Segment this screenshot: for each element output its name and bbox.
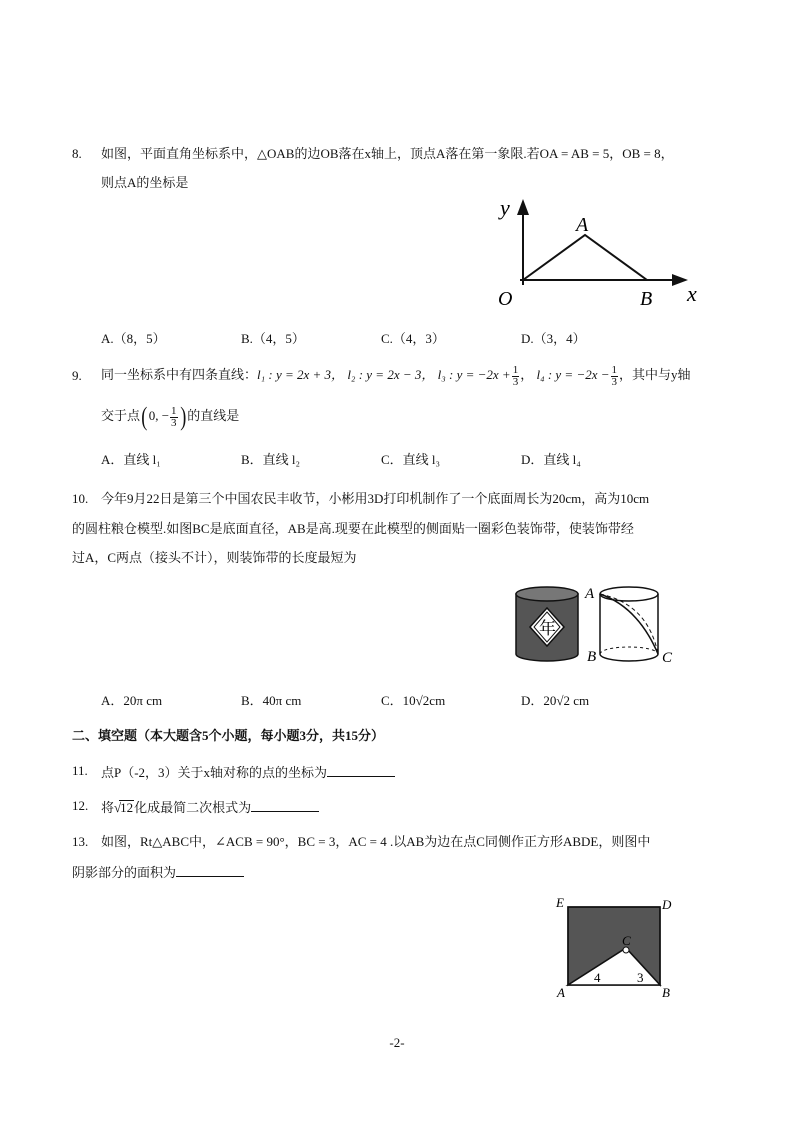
q8-text-line2: 则点A的坐标是 [101, 175, 189, 190]
q9-l3-fraction [512, 365, 520, 388]
q12-suffix: 化成最简二次根式为 [134, 800, 252, 815]
q9-l4-frac-num: 1 [611, 363, 618, 376]
q12-radicand: 12 [120, 800, 134, 815]
q8-number: 8. [72, 146, 82, 161]
q10-a-label: A [585, 586, 595, 602]
q13-answer-blank[interactable] [176, 862, 244, 877]
q13-square-figure [552, 893, 684, 1005]
q9-text-prefix: 同一坐标系中有四条直线： [101, 367, 258, 382]
q8-b-label: B [640, 288, 653, 310]
q12-prefix: 将 [101, 800, 115, 815]
q11-text-body: 点P（-2，3）关于x轴对称的点的坐标为 [101, 765, 328, 780]
q9-point-frac-num: 1 [171, 404, 177, 417]
q9-l4-frac-den: 3 [611, 375, 618, 388]
q8-triangle [523, 235, 647, 280]
q8-a-label: A [576, 214, 589, 236]
q11-number: 11. [72, 763, 88, 778]
q9-option-b: B．直线 l₂ [241, 452, 301, 467]
q12-number: 12. [72, 798, 89, 813]
q13-ac-length: 4 [594, 970, 601, 985]
q10-option-a: A．20π cm [101, 693, 163, 708]
q10-text-line1: 今年9月22日是第三个中国农民丰收节，小彬用3D打印机制作了一个底面周长为20cm，高为10cm [101, 491, 650, 506]
q10-cylinder-figure [508, 582, 688, 672]
q13-number: 13. [72, 834, 89, 849]
q12-answer-blank[interactable] [251, 797, 319, 812]
q9-l3-frac-num: 1 [512, 363, 519, 376]
q8-x-arrow [672, 274, 688, 286]
q9-line-l3: l₃ : y = −2x + [437, 367, 511, 382]
q9-l3-frac-den: 3 [512, 375, 519, 388]
q9-line-l1: l₁ : y = 2x + 3， [257, 367, 345, 382]
q9-text-line2 [101, 399, 239, 433]
q10-option-d: D．20√2 cm [521, 693, 590, 708]
q10-text-line3: 过A，C两点（接头不计），则装饰带的长度最短为 [72, 550, 357, 565]
q8-option-c: C.（4，3） [381, 331, 445, 346]
q13-a-label: A [557, 985, 565, 1000]
q8-y-arrow [517, 199, 529, 215]
q8-x-label: x [687, 281, 697, 306]
q9-text-suffix: ，其中与y轴 [619, 367, 691, 382]
q13-d-label: D [662, 897, 672, 912]
q13-text2-body: 阴影部分的面积为 [72, 865, 177, 880]
q13-text-line1: 如图，Rt△ABC中，∠ACB = 90°，BC = 3，AC = 4 .以AB为边在点C同侧作正方形ABDE，则图中 [101, 834, 651, 849]
q13-c-label: C [622, 933, 631, 948]
q13-text-line2 [72, 862, 244, 882]
q13-e-label: E [556, 895, 564, 910]
section2-title: 二、填空题（本大题含5个小题，每小题3分，共15分） [72, 728, 385, 743]
q11-answer-blank[interactable] [327, 762, 395, 777]
q10-c-label: C [662, 650, 673, 666]
q8-y-label: y [500, 195, 510, 220]
q12-radical-sign: √ [114, 800, 122, 815]
q10-number: 10. [72, 491, 89, 506]
q10-option-c: C．10√2cm [381, 693, 446, 708]
q10-option-b: B．40π cm [241, 693, 302, 708]
q9-text2-prefix: 交于点 [101, 408, 141, 423]
q9-text-line1 [101, 358, 691, 392]
q10-solid-cylinder [516, 587, 578, 661]
q9-point-fraction [170, 406, 178, 429]
q9-line-l4: l₄ : y = −2x − [536, 367, 610, 382]
q8-option-a: A.（8，5） [101, 331, 166, 346]
q9-line-l2: l₂ : y = 2x − 3， [347, 367, 435, 382]
q8-option-b: B.（4，5） [241, 331, 305, 346]
q9-l3-sep: ， [520, 367, 534, 382]
q10-char: 年 [539, 619, 556, 638]
page-number: -2- [389, 1035, 405, 1050]
q9-option-d: D．直线 l₄ [521, 452, 581, 467]
q12-text [101, 797, 319, 817]
q13-bc-length: 3 [637, 970, 644, 985]
q8-text-line1: 如图，平面直角坐标系中，△OAB的边OB落在x轴上，顶点A落在第一象限.若OA = AB = 5，OB = 8， [101, 146, 674, 161]
q9-option-a: A．直线 l₁ [101, 452, 161, 467]
q9-number: 9. [72, 368, 82, 383]
q9-l4-fraction [611, 365, 619, 388]
q10-text-line2: 的圆柱粮仓模型.如图BC是底面直径，AB是高.现要在此模型的侧面贴一圈彩色装饰带，使装饰带经 [72, 521, 634, 536]
q13-b-label: B [662, 985, 670, 1000]
q9-point-frac-den: 3 [171, 416, 177, 429]
q9-left-paren: ( [141, 402, 148, 432]
q10-wire-cylinder [600, 587, 658, 661]
q8-option-d: D.（3，4） [521, 331, 586, 346]
q9-right-paren: ) [179, 402, 186, 432]
q9-text2-suffix: 的直线是 [187, 408, 240, 423]
q9-point-prefix: 0, − [148, 408, 170, 423]
q8-coordinate-figure [490, 195, 710, 310]
q11-text [101, 762, 395, 782]
q8-o-label: O [498, 288, 513, 310]
q9-option-c: C．直线 l₃ [381, 452, 441, 467]
q10-b-label: B [587, 649, 597, 665]
